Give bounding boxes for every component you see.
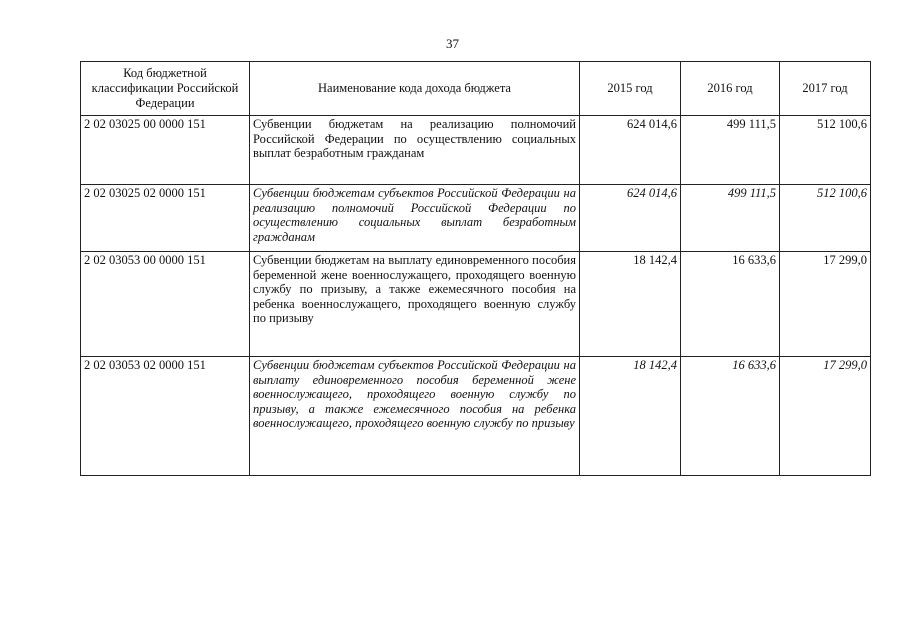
row-value-2017: 512 100,6 — [780, 116, 871, 185]
table-header-row — [81, 62, 871, 116]
row-code: 2 02 03053 02 0000 151 — [81, 357, 250, 476]
row-value-2017: 17 299,0 — [780, 357, 871, 476]
row-value-2016: 16 633,6 — [681, 252, 780, 357]
header-name: Наименование кода дохода бюджета — [250, 62, 580, 116]
row-code: 2 02 03025 00 0000 151 — [81, 116, 250, 185]
row-value-2016: 16 633,6 — [681, 357, 780, 476]
row-name: Субвенции бюджетам субъектов Российской Федерации на реализацию полномочий Российской Федерации по осуществлению социальных выплат безработным гражданам — [250, 185, 580, 252]
header-2015: 2015 год — [580, 62, 681, 116]
page-number: 37 — [446, 36, 459, 51]
header-code: Код бюджетной классификации Российской Федерации — [81, 62, 250, 116]
table-row — [81, 252, 871, 357]
table-row — [81, 185, 871, 252]
table-row — [81, 357, 871, 476]
table-row — [81, 116, 871, 185]
row-name: Субвенции бюджетам на реализацию полномочий Российской Федерации по осуществлению социальных выплат безработным гражданам — [250, 116, 580, 185]
header-2016: 2016 год — [681, 62, 780, 116]
header-2017: 2017 год — [780, 62, 871, 116]
row-value-2015: 18 142,4 — [580, 357, 681, 476]
row-value-2016: 499 111,5 — [681, 116, 780, 185]
row-value-2015: 624 014,6 — [580, 116, 681, 185]
row-value-2015: 624 014,6 — [580, 185, 681, 252]
row-value-2016: 499 111,5 — [681, 185, 780, 252]
row-value-2017: 512 100,6 — [780, 185, 871, 252]
row-code: 2 02 03053 00 0000 151 — [81, 252, 250, 357]
row-name: Субвенции бюджетам субъектов Российской Федерации на выплату единовременного пособия беременной жене военнослужащего, проходящего военную службу по призыву, а также ежемесячного пособия на ребенка военнослужащего, проходящего военную службу по призыву — [250, 357, 580, 476]
budget-revenue-table — [80, 61, 871, 476]
row-name: Субвенции бюджетам на выплату единовременного пособия беременной жене военнослужащего, проходящего военную службу по призыву, а также ежемесячного пособия на ребенка военнослужащего, проходящего военную службу по призыву — [250, 252, 580, 357]
row-value-2015: 18 142,4 — [580, 252, 681, 357]
row-value-2017: 17 299,0 — [780, 252, 871, 357]
row-code: 2 02 03025 02 0000 151 — [81, 185, 250, 252]
